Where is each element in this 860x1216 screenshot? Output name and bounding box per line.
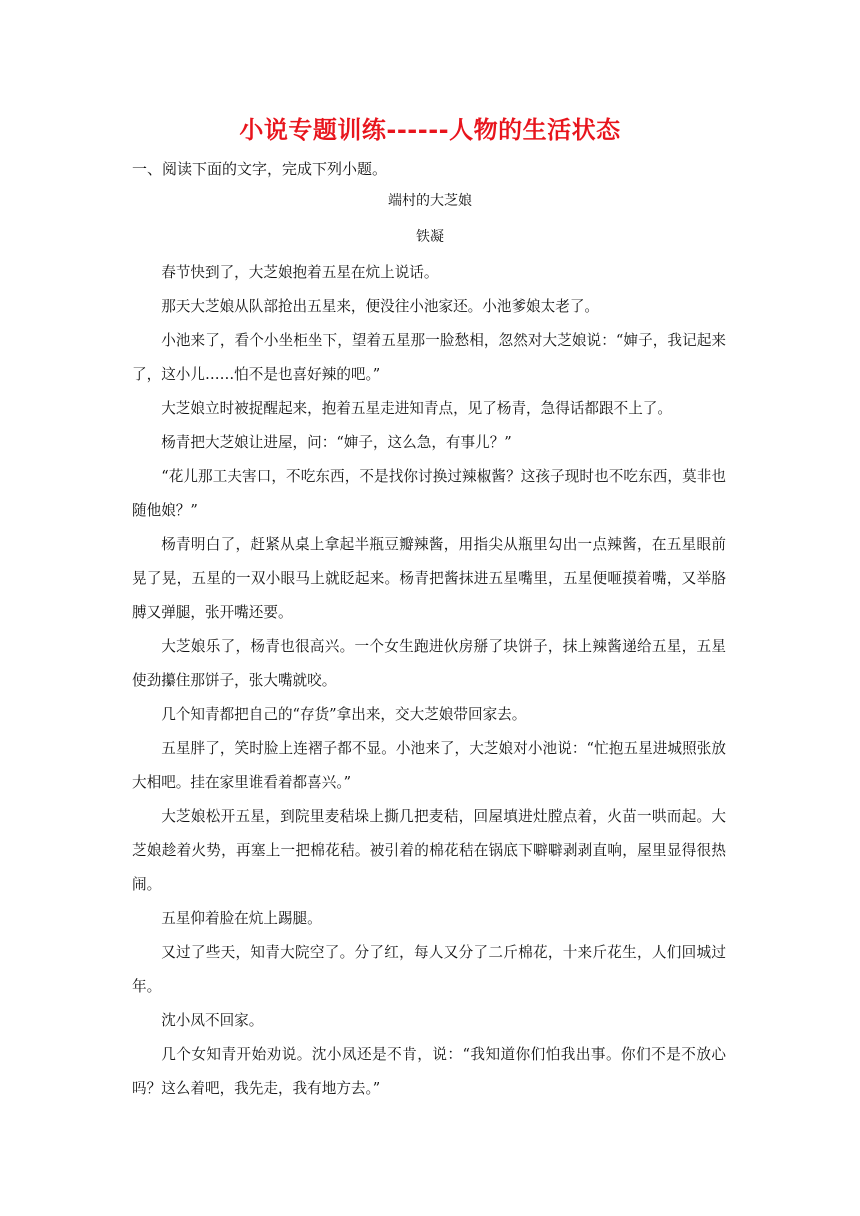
paragraph: 大芝娘松开五星，到院里麦秸垛上撕几把麦秸，回屋填进灶膛点着，火苗一哄而起。大芝娘趁着火势，再塞上一把棉花秸。被引着的棉花秸在锅底下噼噼剥剥直响，屋里显得很热闹。 [132,808,726,893]
story-title: 端村的大芝娘 [388,193,472,209]
paragraph: 小池来了，看个小坐柜坐下，望着五星那一脸愁相，忽然对大芝娘说：“婶子，我记起来了，这小儿……怕不是也喜好辣的吧。” [132,332,726,383]
paragraph: 杨青把大芝娘让进屋，问：“婶子，这么急，有事儿？” [161,434,512,451]
paragraph: 杨青明白了，赶紧从桌上拿起半瓶豆瓣辣酱，用指尖从瓶里勾出一点辣酱，在五星眼前晃了晃，五星的一双小眼马上就眨起来。杨青把酱抹进五星嘴里，五星便咂摸着嘴，又举胳膊又弹腿，张开嘴还要。 [132,536,726,621]
paragraph: 几个女知青开始劝说。沈小凤还是不肯，说：“我知道你们怕我出事。你们不是不放心吗？这么着吧，我先走，我有地方去。” [132,1046,726,1097]
paragraph: 五星胖了，笑时脸上连褶子都不显。小池来了，大芝娘对小池说：“忙抱五星进城照张放大相吧。挂在家里谁看着都喜兴。” [132,740,726,791]
paragraph: 那天大芝娘从队部抢出五星来，便没往小池家还。小池爹娘太老了。 [161,298,600,315]
paragraph: 又过了些天，知青大院空了。分了红，每人又分了二斤棉花，十来斤花生，人们回城过年。 [132,944,726,995]
story-body [132,256,726,1106]
paragraph: 大芝娘立时被捉醒起来，抱着五星走进知青点，见了杨青，急得话都跟不上了。 [161,400,672,417]
paragraph: 沈小凤不回家。 [161,1012,264,1029]
paragraph: “花儿那工夫害口，不吃东西，不是找你讨换过辣椒酱？这孩子现时也不吃东西，莫非也随他娘？” [132,468,726,519]
paragraph: 春节快到了，大芝娘抱着五星在炕上说话。 [161,264,439,281]
paragraph: 大芝娘乐了，杨青也很高兴。一个女生跑进伙房掰了块饼子，抹上辣酱递给五星，五星使劲攥住那饼子，张大嘴就咬。 [132,638,726,689]
document-title: 小说专题训练------人物的生活状态 [239,116,621,144]
story-author: 铁凝 [416,229,444,245]
paragraph: 五星仰着脸在炕上踢腿。 [161,910,322,927]
paragraph: 几个知青都把自己的“存货”拿出来，交大芝娘带回家去。 [161,706,527,723]
question-instruction: 一、阅读下面的文字，完成下列小题。 [132,160,388,178]
